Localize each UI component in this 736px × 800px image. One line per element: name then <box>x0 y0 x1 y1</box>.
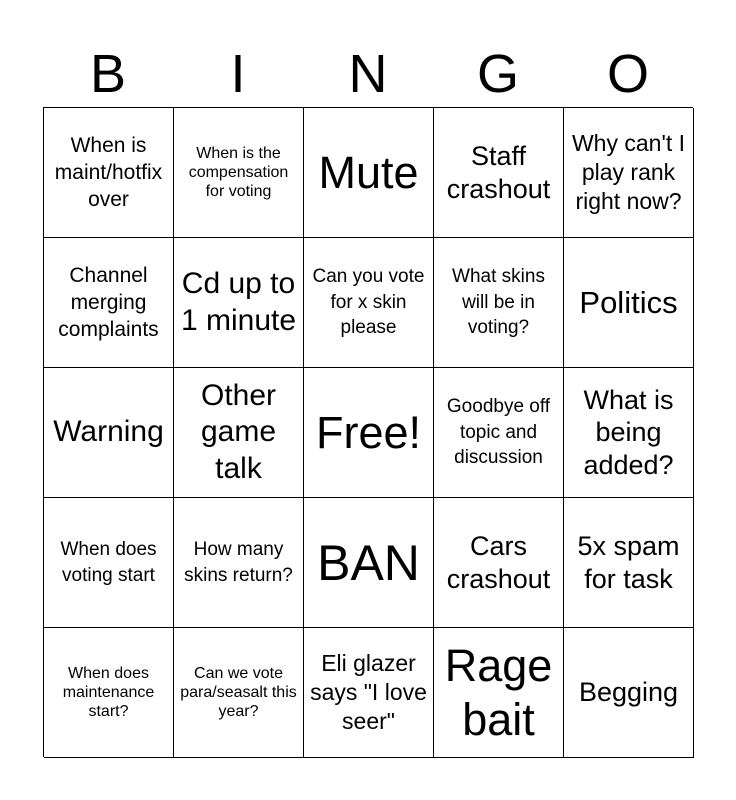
bingo-cell-r5c5[interactable]: Begging <box>564 628 694 758</box>
bingo-cell-r4c5[interactable]: 5x spam for task <box>564 498 694 628</box>
bingo-cell-r5c2[interactable]: Can we vote para/seasalt this year? <box>174 628 304 758</box>
bingo-cell-r1c5[interactable]: Why can't I play rank right now? <box>564 108 694 238</box>
bingo-cell-r1c4[interactable]: Staff crashout <box>434 108 564 238</box>
bingo-board <box>43 107 693 757</box>
bingo-cell-r4c4[interactable]: Cars crashout <box>434 498 564 628</box>
header-letter-g: G <box>476 44 519 104</box>
header-letter-i: I <box>230 44 246 104</box>
bingo-cell-r4c2[interactable]: How many skins return? <box>174 498 304 628</box>
bingo-cell-r1c3[interactable]: Mute <box>304 108 434 238</box>
bingo-cell-r2c4[interactable]: What skins will be in voting? <box>434 238 564 368</box>
bingo-cell-r2c3[interactable]: Can you vote for x skin please <box>304 238 434 368</box>
bingo-cell-r1c2[interactable]: When is the compensation for voting <box>174 108 304 238</box>
header-letter-b: B <box>89 44 127 104</box>
bingo-cell-r3c3-free[interactable]: Free! <box>304 368 434 498</box>
header-letter-o: O <box>606 44 649 104</box>
bingo-header <box>43 44 693 104</box>
header-letter-n: N <box>348 44 388 104</box>
bingo-cell-r4c1[interactable]: When does voting start <box>44 498 174 628</box>
bingo-cell-r3c5[interactable]: What is being added? <box>564 368 694 498</box>
bingo-cell-r2c1[interactable]: Channel merging complaints <box>44 238 174 368</box>
bingo-cell-r3c2[interactable]: Other game talk <box>174 368 304 498</box>
bingo-cell-r1c1[interactable]: When is maint/hotfix over <box>44 108 174 238</box>
bingo-cell-r3c1[interactable]: Warning <box>44 368 174 498</box>
bingo-cell-r3c4[interactable]: Goodbye off topic and discussion <box>434 368 564 498</box>
bingo-cell-r4c3[interactable]: BAN <box>304 498 434 628</box>
bingo-cell-r5c3[interactable]: Eli glazer says "I love seer" <box>304 628 434 758</box>
bingo-cell-r2c5[interactable]: Politics <box>564 238 694 368</box>
bingo-cell-r5c4[interactable]: Rage bait <box>434 628 564 758</box>
bingo-cell-r5c1[interactable]: When does maintenance start? <box>44 628 174 758</box>
bingo-cell-r2c2[interactable]: Cd up to 1 minute <box>174 238 304 368</box>
